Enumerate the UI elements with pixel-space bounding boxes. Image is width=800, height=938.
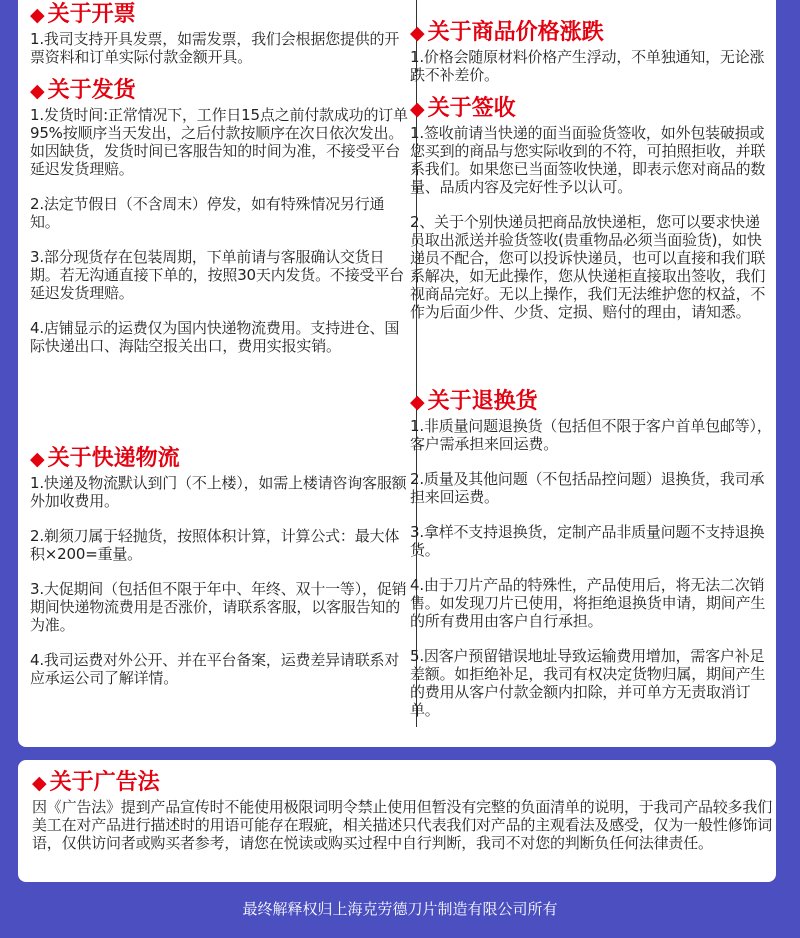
advertising-panel	[18, 760, 776, 882]
section-price	[410, 18, 774, 84]
paragraph: 2.质量及其他问题（不包括品控问题）退换货，我司承担来回运费。	[410, 470, 765, 506]
diamond-icon: ◆	[410, 391, 425, 413]
paragraph: 因《广告法》提到产品宣传时不能使用极限词明令禁止使用但暂没有完整的负面清单的说明，于我司产品较多我们美工在对产品进行描述时的用语可能存在瑕疵，相关描述只代表我们对产品的主观看法及感受，仅为一般性修饰词语，仅供访问者或购买者参考，请您在悦读或购买过程中自行判断，我司不对您的判断负任何法律责任。	[32, 798, 773, 852]
section-heading	[410, 387, 774, 417]
section-heading	[30, 444, 408, 474]
paragraph: 3.大促期间（包括但不限于年中、年终、双十一等），促销期间快递物流费用是否涨价，请联系客服，以客服告知的为准。	[30, 580, 407, 634]
paragraph: 2.法定节假日（不含周末）停发，如有特殊情况另行通知。	[30, 195, 385, 231]
section-advertising	[32, 768, 772, 852]
section-title: 关于快递物流	[47, 446, 180, 471]
section-logistics	[30, 444, 408, 687]
section-title: 关于商品价格涨跌	[427, 20, 604, 45]
section-heading	[30, 0, 408, 30]
paragraph: 1.非质量问题退换货（包括但不限于客户首单包邮等），客户需承担来回运费。	[410, 417, 772, 453]
section-returns	[410, 387, 774, 719]
section-title: 关于广告法	[49, 770, 160, 795]
diamond-icon: ◆	[410, 22, 425, 44]
paragraph: 2、关于个别快递员把商品放快递柜，您可以要求快递员取出派送并验货签收(贵重物品必须当面验货)，如快递员不配合，您可以投诉快递员，也可以直接和我们联系解决，如无此操作，您从快递柜直接取出签收，我们视商品完好。无以上操作，我们无法维护您的权益，不作为后面少件、少货、定损、赔付的理由，请知悉。	[410, 213, 766, 321]
paragraph: 4.店铺显示的运费仅为国内快递物流费用。支持进仓、国际快递出口、海陆空报关出口，费用实报实销。	[30, 319, 400, 355]
paragraph: 1.签收前请当快递的面当面验货签收，如外包装破损或您买到的商品与您实际收到的不符，可拍照拒收，并联系我们。如果您已当面签收快递，即表示您对商品的数量、品质内容及完好性予以认可。	[410, 124, 766, 196]
section-title: 关于发货	[47, 78, 136, 103]
diamond-icon: ◆	[30, 80, 45, 102]
section-title: 关于退换货	[427, 389, 538, 414]
section-heading	[32, 768, 772, 798]
paragraph: 2.剃须刀属于轻抛货，按照体积计算，计算公式：最大体积×200=重量。	[30, 527, 400, 563]
section-heading	[410, 94, 774, 124]
diamond-icon: ◆	[410, 98, 425, 120]
diamond-icon: ◆	[32, 772, 47, 794]
paragraph: 1.发货时间:正常情况下，工作日15点之前付款成功的订单95%按顺序当天发出，之后付款按顺序在次日依次发出。如因缺货，发货时间已客服告知的时间为准，不接受平台延迟发货理赔。	[30, 106, 408, 178]
section-title: 关于开票	[47, 2, 136, 27]
paragraph: 1.快递及物流默认到门（不上楼），如需上楼请咨询客服额外加收费用。	[30, 474, 407, 510]
policy-panel	[18, 0, 776, 747]
paragraph: 3.部分现货存在包装周期，下单前请与客服确认交货日期。若无沟通直接下单的，按照30天内发货。不接受平台延迟发货理赔。	[30, 248, 404, 302]
paragraph: 3.拿样不支持退换货，定制产品非质量问题不支持退换货。	[410, 523, 765, 559]
section-shipping	[30, 76, 408, 355]
paragraph: 4.由于刀片产品的特殊性，产品使用后，将无法二次销售。如发现刀片已使用，将拒绝退换货申请，期间产生的所有费用由客户自行承担。	[410, 576, 766, 630]
paragraph: 5.因客户预留错误地址导致运输费用增加，需客户补足差额。如拒绝补足，我司有权决定货物归属，期间产生的费用从客户付款金额内扣除，并可单方无责取消订单。	[410, 647, 766, 719]
paragraph: 1.价格会随原材料价格产生浮动，不单独通知，无论涨跌不补差价。	[410, 48, 765, 84]
section-receipt	[410, 94, 774, 321]
diamond-icon: ◆	[30, 4, 45, 26]
section-invoice	[30, 0, 408, 66]
footer-text: 最终解释权归上海克劳德刀片制造有限公司所有	[242, 900, 558, 918]
section-heading	[410, 18, 774, 48]
paragraph: 1.我司支持开具发票，如需发票，我们会根据您提供的开票资料和订单实际付款金额开具。	[30, 30, 400, 66]
section-title: 关于签收	[427, 96, 516, 121]
section-heading	[30, 76, 408, 106]
paragraph: 4.我司运费对外公开、并在平台备案，运费差异请联系对应承运公司了解详情。	[30, 651, 400, 687]
diamond-icon: ◆	[30, 448, 45, 470]
